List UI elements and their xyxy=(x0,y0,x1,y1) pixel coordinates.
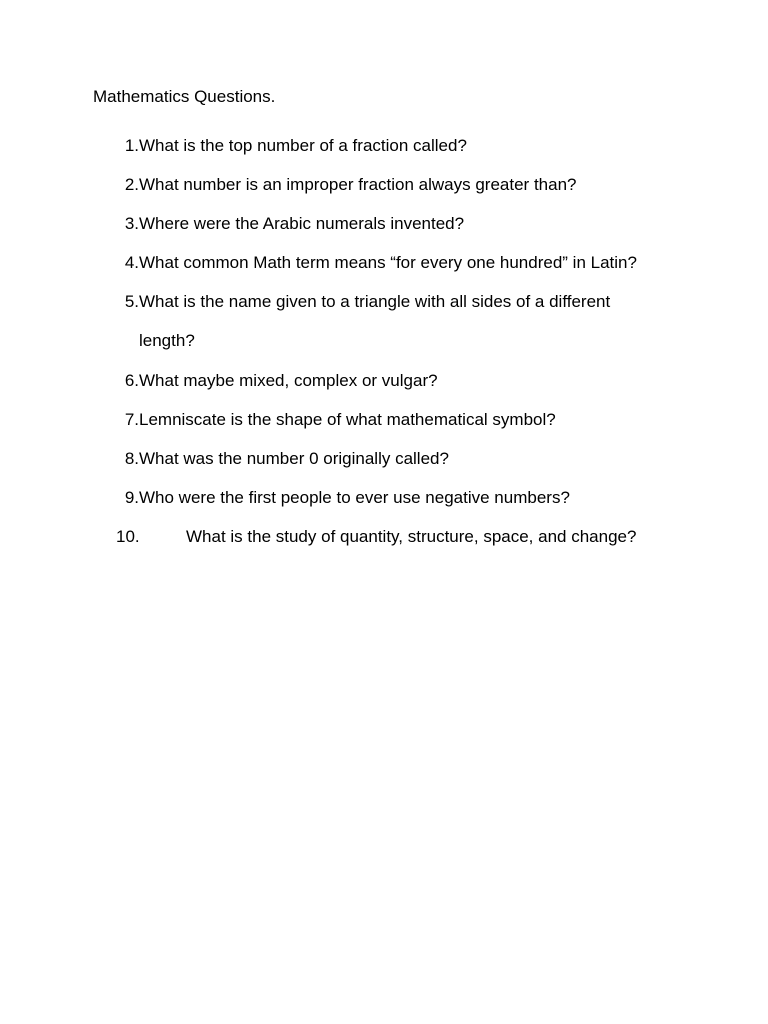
question-text xyxy=(139,448,449,470)
question-line: What was the number 0 originally called? xyxy=(139,449,449,468)
question-number: 6. xyxy=(124,371,139,390)
question-line: What number is an improper fraction always greater than? xyxy=(139,175,577,194)
question-line: Where were the Arabic numerals invented? xyxy=(139,214,465,233)
question-number: 5. xyxy=(124,292,139,311)
question-text xyxy=(139,370,438,392)
question-text xyxy=(139,487,570,509)
question-text xyxy=(139,213,464,235)
question-number: 10. xyxy=(116,527,140,546)
question-number: 1. xyxy=(124,136,139,155)
question-number: 8. xyxy=(124,449,139,468)
question-line: What maybe mixed, complex or vulgar? xyxy=(139,371,438,390)
question-line: What is the name given to a triangle with all sides of a different xyxy=(139,292,611,311)
question-line: What is the top number of a fraction called? xyxy=(139,136,467,155)
question-text xyxy=(139,135,467,157)
question-number: 3. xyxy=(124,214,139,233)
question-text xyxy=(139,252,637,274)
question-line: What common Math term means “for every one hundred” in Latin? xyxy=(139,253,637,272)
document-title: Mathematics Questions. xyxy=(93,87,276,106)
question-number: 9. xyxy=(124,488,139,507)
question-text xyxy=(139,409,556,431)
question-number: 2. xyxy=(124,175,139,194)
question-line: Who were the first people to ever use negative numbers? xyxy=(139,488,570,507)
question-number: 4. xyxy=(124,253,139,272)
question-line: What is the study of quantity, structure, space, and change? xyxy=(186,527,637,546)
question-text xyxy=(139,174,576,196)
question-line: length? xyxy=(139,331,195,350)
question-text xyxy=(139,291,610,352)
question-text xyxy=(186,526,636,548)
question-line: Lemniscate is the shape of what mathematical symbol? xyxy=(139,410,556,429)
question-number: 7. xyxy=(124,410,139,429)
